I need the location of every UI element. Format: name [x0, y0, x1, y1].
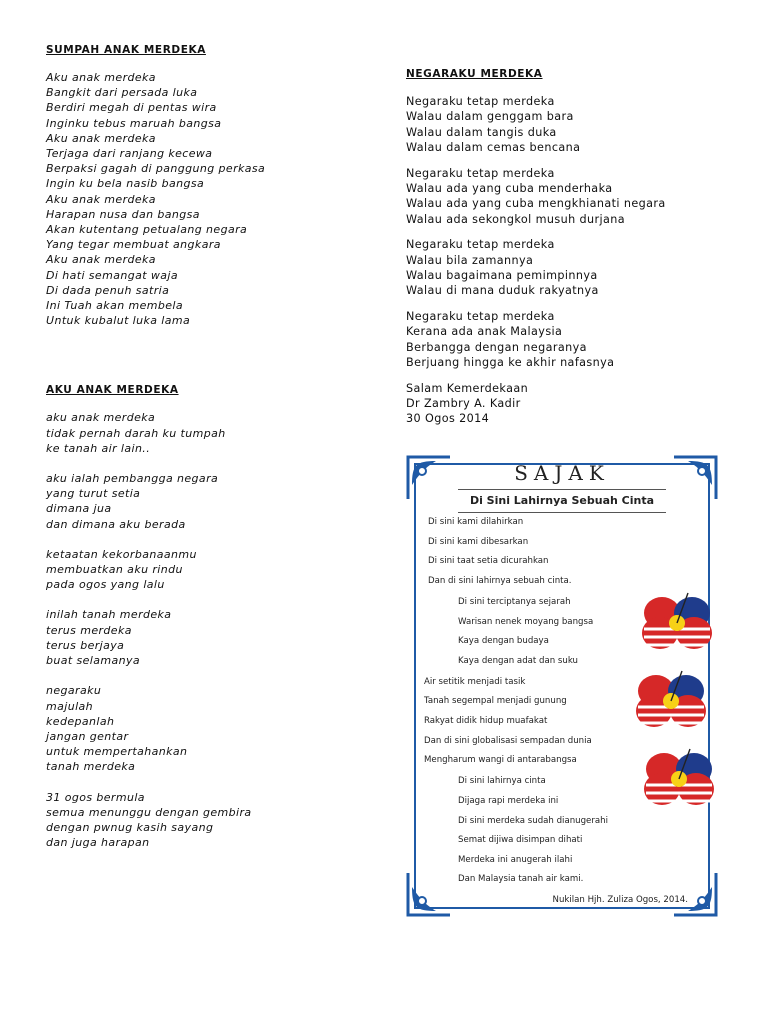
- poem-line: tidak pernah darah ku tumpah: [46, 426, 226, 440]
- poster-poem-line: Kaya dengan adat dan suku: [458, 655, 578, 666]
- poem-line: Walau di mana duduk rakyatnya: [406, 284, 599, 298]
- poem-stanza: [46, 410, 376, 456]
- poem-stanza: [46, 607, 376, 668]
- poem-line: Walau dalam tangis duka: [406, 125, 557, 139]
- poster-poem-line: Dan di sini lahirnya sebuah cinta.: [428, 575, 572, 586]
- poster-poem-line: Di sini kami dilahirkan: [428, 517, 524, 527]
- poem-title-negaraku-merdeka: NEGARAKU MERDEKA: [406, 68, 543, 80]
- poem-line: terus merdeka: [46, 623, 132, 637]
- poem-stanza: [46, 547, 376, 593]
- poem-line: Aku anak merdeka: [46, 131, 156, 145]
- poem-line: Akan kutentang petualang negara: [46, 223, 248, 237]
- poem-line: aku ialah pembangga negara: [46, 472, 219, 486]
- poem-title-aku-anak-merdeka: AKU ANAK MERDEKA: [46, 384, 179, 397]
- poem-stanza: [406, 309, 736, 371]
- poster-poem-line: Di sini taat setia dicurahkan: [428, 556, 549, 567]
- poster-credit: Nukilan Hjh. Zuliza Ogos, 2014.: [552, 895, 688, 905]
- poem-line: buat selamanya: [46, 654, 141, 668]
- poster-poem-line: Dan Malaysia tanah air kami.: [458, 874, 584, 885]
- poem-line: dan dimana aku berada: [46, 517, 186, 531]
- poem-line: semua menunggu dengan gembira: [46, 805, 252, 819]
- poem-aku-anak-merdeka: [46, 410, 376, 850]
- poem-line: Aku anak merdeka: [46, 253, 156, 267]
- poem-line: Harapan nusa dan bangsa: [46, 207, 200, 221]
- poem-line: Walau ada yang cuba menderhaka: [406, 182, 613, 196]
- poem-line: dengan pwnug kasih sayang: [46, 820, 214, 834]
- poster-poem-line: Kaya dengan budaya: [458, 636, 549, 647]
- hibiscus-flag-flower-icon: [634, 667, 708, 731]
- poster-poem-line: Mengharum wangi di antarabangsa: [424, 755, 577, 766]
- poem-line: inilah tanah merdeka: [46, 608, 172, 622]
- poem-line: Inginku tebus maruah bangsa: [46, 116, 222, 130]
- ornament-corner-icon: [672, 871, 718, 917]
- poem-line: Bangkit dari persada luka: [46, 86, 198, 100]
- poem-stanza: [406, 237, 736, 299]
- poem-line: Walau ada yang cuba mengkhianati negara: [406, 197, 666, 211]
- poem-line: negaraku: [46, 684, 102, 698]
- poem-line: jangan gentar: [46, 729, 129, 743]
- poem-line: kedepanlah: [46, 714, 115, 728]
- poem-line: Berjuang hingga ke akhir nafasnya: [406, 356, 615, 370]
- poster-poem-line: Dijaga rapi merdeka ini: [458, 795, 559, 806]
- poem-line: Negaraku tetap merdeka: [406, 238, 555, 252]
- poem-line: 30 Ogos 2014: [406, 412, 490, 426]
- poem-line: dimana jua: [46, 502, 112, 516]
- poem-line: Kerana ada anak Malaysia: [406, 325, 563, 339]
- poem-line: Berbangga dengan negaranya: [406, 340, 587, 354]
- poem-line: Di hati semangat waja: [46, 268, 178, 282]
- poster-poem-line: Di sini terciptanya sejarah: [458, 596, 571, 607]
- poster-subtitle: Di Sini Lahirnya Sebuah Cinta: [458, 489, 666, 513]
- poem-line: Dr Zambry A. Kadir: [406, 396, 521, 410]
- poem-line: tanah merdeka: [46, 760, 136, 774]
- right-column: [406, 68, 736, 427]
- poem-line: Negaraku tetap merdeka: [406, 166, 555, 180]
- poem-stanza: [406, 94, 736, 156]
- poster-poem-line: Di sini kami dibesarkan: [428, 536, 529, 547]
- poster-poem-line: Di sini lahirnya cinta: [458, 776, 546, 787]
- sajak-poster: [406, 455, 718, 917]
- poem-line: Untuk kubalut luka lama: [46, 314, 191, 328]
- poem-line: Negaraku tetap merdeka: [406, 309, 555, 323]
- poem-line: yang turut setia: [46, 487, 141, 501]
- hibiscus-flag-flower-icon: [642, 745, 716, 809]
- poem-line: Berpaksi gagah di panggung perkasa: [46, 162, 266, 176]
- poem-line: untuk mempertahankan: [46, 745, 188, 759]
- poster-poem-line: Dan di sini globalisasi sempadan dunia: [424, 735, 592, 746]
- poem-line: pada ogos yang lalu: [46, 578, 165, 592]
- poem-line: dan juga harapan: [46, 836, 150, 850]
- poem-line: Di dada penuh satria: [46, 283, 170, 297]
- poem-line: Walau ada sekongkol musuh durjana: [406, 212, 626, 226]
- poem-stanza: [46, 471, 376, 532]
- poem-negaraku-merdeka: [406, 94, 736, 371]
- poster-poem-line: Tanah segempal menjadi gunung: [424, 696, 567, 707]
- poem-line: Ingin ku bela nasib bangsa: [46, 177, 205, 191]
- poster-poem-line: Air setitik menjadi tasik: [424, 676, 526, 687]
- poster-title: SAJAK: [514, 461, 610, 485]
- poem-line: Negaraku tetap merdeka: [406, 95, 555, 108]
- poem-line: Aku anak merdeka: [46, 192, 156, 206]
- poem-line: Terjaga dari ranjang kecewa: [46, 147, 213, 161]
- poem-line: ke tanah air lain..: [46, 441, 151, 455]
- poem-line: Aku anak merdeka: [46, 71, 156, 84]
- poem-line: Ini Tuah akan membela: [46, 299, 184, 313]
- poem-closing-signature: [406, 381, 736, 427]
- poem-line: terus berjaya: [46, 638, 125, 652]
- poem-line: Berdiri megah di pentas wira: [46, 101, 217, 115]
- poem-line: Walau dalam genggam bara: [406, 110, 574, 124]
- poem-line: Walau bila zamannya: [406, 253, 534, 267]
- hibiscus-flag-flower-icon: [640, 589, 714, 653]
- poem-stanza: [46, 790, 376, 851]
- poem-line: aku anak merdeka: [46, 411, 156, 425]
- poem-line: membuatkan aku rindu: [46, 563, 183, 577]
- poem-line: Yang tegar membuat angkara: [46, 238, 221, 252]
- poem-line: 31 ogos bermula: [46, 790, 145, 804]
- poster-poem-line: Di sini merdeka sudah dianugerahi: [458, 815, 608, 826]
- poem-stanza: [46, 683, 376, 774]
- poem-line: Walau dalam cemas bencana: [406, 141, 581, 155]
- poem-stanza: [406, 166, 736, 228]
- poster-poem-line: Rakyat didik hidup muafakat: [424, 716, 548, 726]
- poster-poem-line: Merdeka ini anugerah ilahi: [458, 854, 573, 865]
- ornament-corner-icon: [406, 871, 452, 917]
- poem-line: majulah: [46, 699, 94, 713]
- poem-sumpah-anak-merdeka: [46, 70, 376, 328]
- poem-line: Salam Kemerdekaan: [406, 381, 529, 395]
- poster-poem-line: Warisan nenek moyang bangsa: [458, 616, 594, 627]
- poem-line: ketaatan kekorbanaanmu: [46, 547, 197, 561]
- poster-poem-line: Semat dijiwa disimpan dihati: [458, 835, 583, 846]
- poem-title-sumpah-anak-merdeka: SUMPAH ANAK MERDEKA: [46, 44, 206, 56]
- left-column: [46, 44, 376, 865]
- poem-line: Walau bagaimana pemimpinnya: [406, 269, 598, 283]
